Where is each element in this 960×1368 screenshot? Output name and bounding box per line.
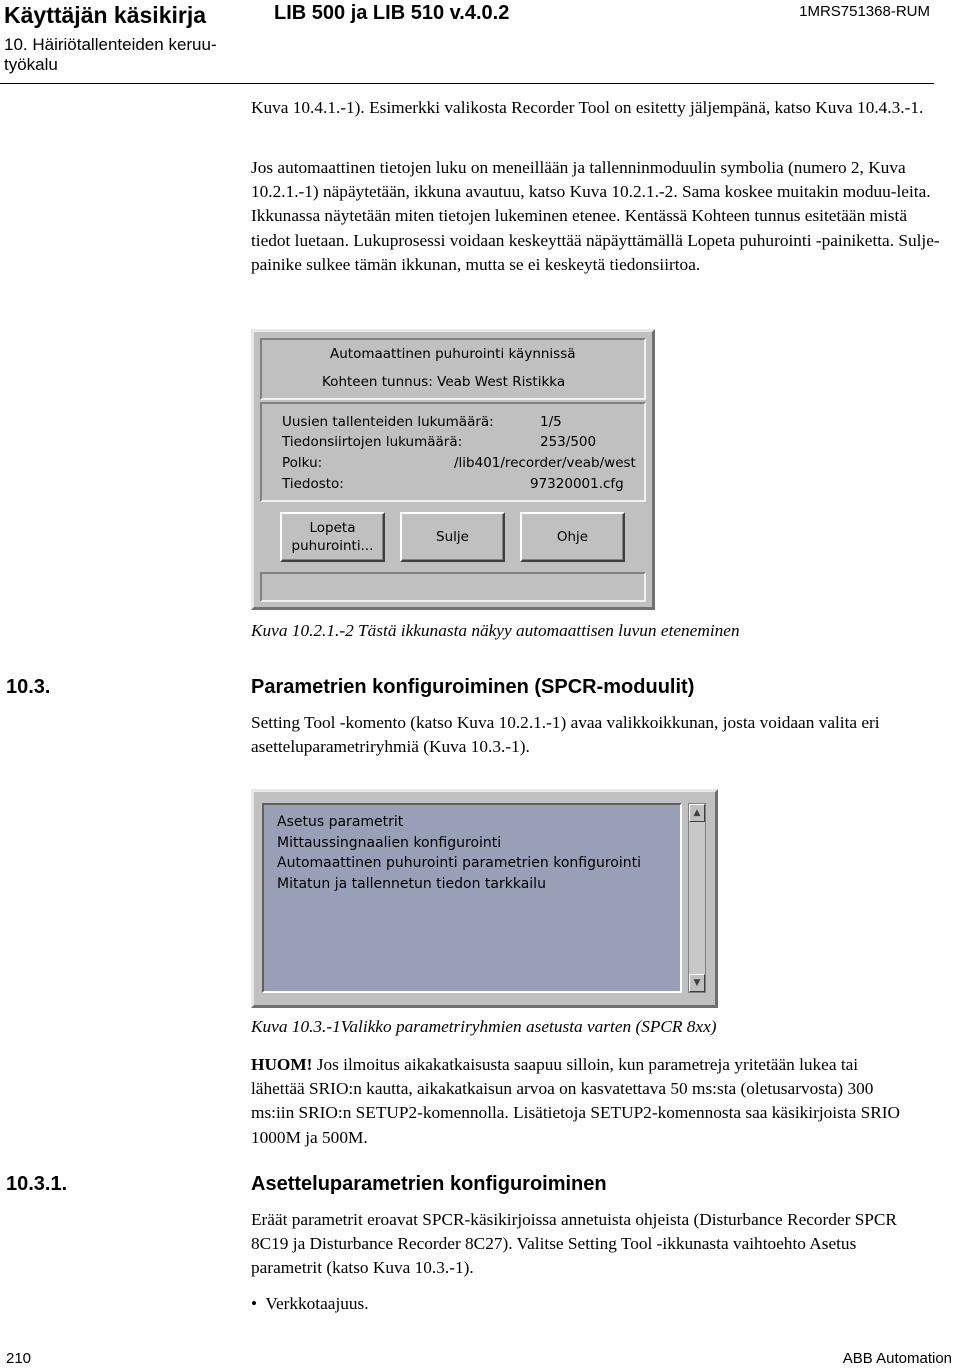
dialog-info-panel (260, 402, 646, 502)
document-title: LIB 500 ja LIB 510 v.4.0.2 (274, 2, 510, 24)
info-value: 97320001.cfg (530, 476, 624, 492)
vertical-scrollbar[interactable] (688, 803, 706, 993)
company-name: ABB Automation (842, 1350, 952, 1367)
list-item[interactable]: Asetus parametrit (277, 814, 404, 830)
scroll-up-icon[interactable]: ▲ (689, 804, 705, 822)
info-label: Polku: (282, 455, 323, 471)
figure-caption-1: Kuva 10.2.1.-2 Tästä ikkunasta näkyy automaattisen luvun eteneminen (251, 621, 740, 640)
document-code: 1MRS751368-RUM (799, 3, 930, 20)
list-item[interactable]: Mitatun ja tallennetun tiedon tarkkailu (277, 875, 546, 892)
figure-caption-2: Kuva 10.3.-1Valikko parametriryhmien asetusta varten (SPCR 8xx) (251, 1017, 717, 1036)
info-value: 1/5 (540, 414, 562, 430)
dialog-header-panel (260, 338, 646, 400)
close-button[interactable]: Sulje (400, 512, 505, 562)
stop-polling-button[interactable]: Lopeta puhurointi... (280, 512, 385, 562)
help-button[interactable]: Ohje (520, 512, 625, 562)
parameter-menu-dialog (251, 789, 718, 1008)
subsection-title: Asetteluparametrien konfiguroiminen (251, 1173, 607, 1195)
subsection-paragraph: Eräät parametrit eroavat SPCR-käsikirjoissa annetuista ohjeista (Disturbance Recorder SPCR 8C19 ja Disturbance Recorder 8C27). Valitse Setting Tool -ikkunasta vaihtoehto Asetus parametrit (katso Kuva 10.3.-1). (251, 1210, 897, 1278)
chapter-heading: 10. Häiriötallenteiden keruu-työkalu (4, 35, 217, 74)
info-label: Tiedonsiirtojen lukumäärä: (282, 434, 463, 450)
auto-polling-dialog (251, 329, 655, 610)
section-number: 10.3. (6, 676, 51, 698)
intro-paragraph-1: Kuva 10.4.1.-1). Esimerkki valikosta Recorder Tool on esitetty jäljempänä, katso Kuva 10.4.3.-1. (251, 98, 924, 117)
info-label: Tiedosto: (282, 476, 344, 492)
subsection-number: 10.3.1. (6, 1173, 68, 1195)
info-label: Uusien tallenteiden lukumäärä: (282, 414, 494, 430)
intro-paragraph-2: Jos automaattinen tietojen luku on meneillään ja tallenninmoduulin symbolia (numero 2, Kuva 10.2.1.-1) näpäytetään, ikkuna avautuu, katso Kuva 10.2.1.-2. Sama koskee muitakin moduu-leita. Ikkunassa näytetään miten tietojen lukeminen etenee. Kentässä Kohteen tunnus esitetään mistä tiedot luetaan. Lukuprosessi voidaan keskeyttää näpäyttämällä Lopeta puhurointi -painiketta. Sulje-painike sulkee tämän ikkunan, mutta se ei keskeytä tiedonsiirtoa. (251, 158, 940, 274)
section-paragraph: Setting Tool -komento (katso Kuva 10.2.1.-1) avaa valikkoikkunan, josta voidaan valita eri asetteluparametriryhmiä (Kuva 10.3.-1). (251, 713, 880, 757)
info-value: /lib401/recorder/veab/west (454, 455, 636, 471)
header-divider (0, 83, 934, 84)
bullet-item (251, 1292, 941, 1316)
dialog-title: Automaattinen puhurointi käynnissä (330, 346, 576, 362)
list-item[interactable]: Automaattinen puhurointi parametrien konfigurointi (277, 855, 641, 871)
list-item[interactable]: Mittaussingnaalien konfigurointi (277, 834, 502, 851)
target-id-label: Kohteen tunnus: Veab West Ristikka (322, 374, 566, 390)
page-number: 210 (6, 1350, 32, 1367)
scroll-down-icon[interactable]: ▼ (689, 974, 705, 992)
status-panel (260, 572, 646, 602)
note-text: Jos ilmoitus aikakatkaisusta saapuu silloin, kun parametreja yritetään lukea tai lähettää SRIO:n kautta, aikakatkaisun arvoa on kasvatettava 50 ms:sta (oletusarvosta) 300 ms:iin SRIO:n SETUP2-komennolla. Lisätietoja SETUP2-komennosta saa käsikirjoista SRIO 1000M ja 500M. (251, 1055, 900, 1147)
parameter-group-list (262, 803, 682, 993)
section-title: Parametrien konfiguroiminen (SPCR-moduulit) (251, 676, 695, 698)
bullet-icon: • (251, 1294, 258, 1313)
note-label: HUOM! (251, 1055, 313, 1074)
manual-title: Käyttäjän käsikirja (4, 2, 207, 28)
bullet-text: Verkkotaajuus. (265, 1294, 369, 1313)
info-value: 253/500 (540, 434, 597, 450)
note-paragraph (251, 1053, 911, 1150)
